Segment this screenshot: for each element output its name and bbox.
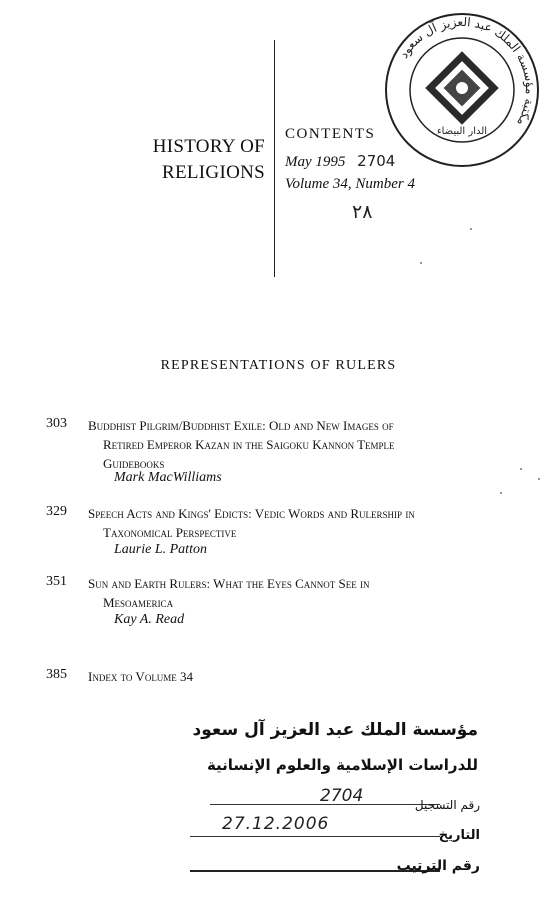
entry-title — [88, 504, 528, 542]
entry-page-number: 351 — [46, 574, 67, 589]
contents-heading: CONTENTS — [285, 126, 376, 142]
registration-stamp — [170, 712, 490, 900]
entry-title-line: Buddhist Pilgrim/Buddhist Exile: Old and New Images of — [88, 418, 394, 433]
entry-title — [88, 416, 528, 473]
entry-title-line: Mesoamerica — [103, 595, 174, 610]
entry-title-line: Index to Volume 34 — [88, 669, 194, 684]
toc-entry-329 — [46, 504, 516, 558]
entry-page-number: 329 — [46, 504, 67, 519]
entry-title-line: Sun and Earth Rulers: What the Eyes Cannot See in — [88, 576, 370, 591]
round-stamp-text: مكتبة مؤسسة الملك عبد العزيز آل سعود — [396, 14, 538, 129]
entry-title — [88, 667, 528, 686]
scan-speck — [520, 468, 522, 470]
section-title: REPRESENTATIONS OF RULERS — [160, 358, 397, 373]
stamp-reg-value: 2704 — [320, 786, 364, 806]
entry-page-number: 385 — [46, 667, 67, 682]
issue-date-line — [285, 152, 395, 171]
stamp-date-underline — [190, 836, 440, 837]
stamp-reg-label: رقم التسجيل — [414, 798, 480, 812]
entry-title-line: Taxonomical Perspective — [103, 525, 237, 540]
toc-entry-303 — [46, 416, 516, 488]
entry-title-line: Retired Emperor Kazan in the Saigoku Kannon Temple — [103, 437, 395, 452]
stamp-line-2: للدراسات الإسلامية والعلوم الإنسانية — [206, 756, 478, 774]
scan-speck — [500, 492, 502, 494]
handwritten-mark: ٢٨ — [352, 201, 373, 223]
handwritten-issue-number: 2704 — [357, 152, 396, 170]
journal-title-line-2: RELIGIONS — [162, 162, 265, 183]
scan-speck — [538, 478, 540, 480]
entry-title — [88, 574, 528, 612]
round-stamp-city: الدار البيضاء — [436, 126, 488, 137]
entry-author: Kay A. Read — [114, 612, 185, 627]
scan-speck — [470, 228, 472, 230]
toc-entry-351 — [46, 574, 516, 628]
entry-author: Mark MacWilliams — [114, 470, 222, 485]
issue-date: May 1995 — [285, 154, 346, 170]
stamp-line-1: مؤسسة الملك عبد العزيز آل سعود — [192, 720, 478, 740]
stamp-date-label: التاريخ — [438, 828, 480, 843]
entry-author: Laurie L. Patton — [114, 542, 207, 557]
journal-title-line-1: HISTORY OF — [152, 136, 265, 157]
stamp-class-label: رقم الترتيب — [396, 858, 480, 874]
scan-speck — [420, 262, 422, 264]
library-round-stamp — [382, 10, 542, 170]
stamp-date-value: 27.12.2006 — [222, 814, 330, 834]
issue-volume: Volume 34, Number 4 — [285, 176, 415, 192]
header-divider — [274, 40, 275, 277]
entry-title-line: Guidebooks — [103, 456, 165, 471]
entry-title-line: Speech Acts and Kings' Edicts: Vedic Words and Rulership in — [88, 506, 415, 521]
entry-page-number: 303 — [46, 416, 67, 431]
toc-entry-385 — [46, 667, 516, 687]
